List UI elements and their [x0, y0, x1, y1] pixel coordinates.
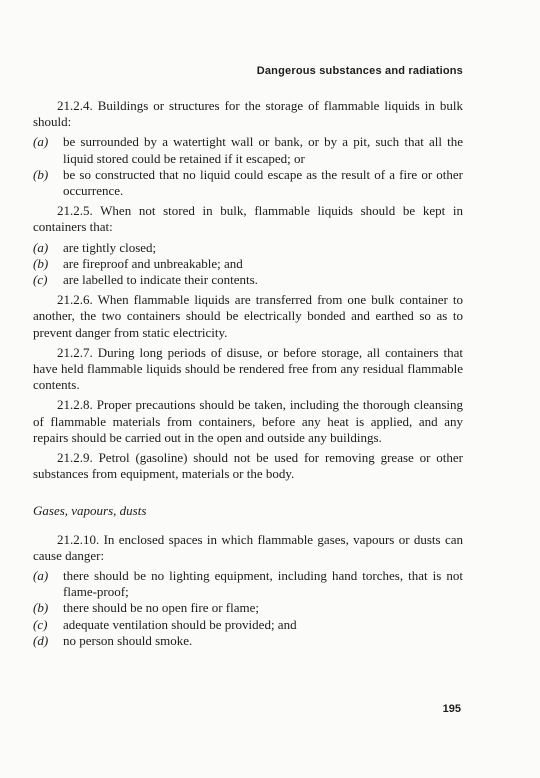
item-label: (c): [33, 616, 48, 632]
item-label: (b): [33, 166, 49, 182]
list-item: [33, 617, 463, 633]
list-21-2-10: [33, 568, 463, 649]
item-label: (b): [33, 600, 49, 616]
item-label: (a): [33, 239, 49, 255]
item-label: (a): [33, 568, 49, 584]
list-item: [33, 568, 463, 600]
list-21-2-5: [33, 240, 463, 289]
section-heading: Gases, vapours, dusts: [33, 503, 147, 519]
list-21-2-4: [33, 134, 463, 199]
paragraph-21-2-9: 21.2.9. Petrol (gasoline) should not be used for removing grease or other substances from equipment, materials or the body.: [33, 450, 463, 482]
list-item: [33, 272, 463, 288]
list-item: [33, 600, 463, 616]
list-item: [33, 167, 463, 199]
item-text: are tightly closed;: [63, 239, 157, 255]
item-text: be surrounded by a watertight wall or bank, or by a pit, such that all the liquid stored could be retained if it escaped; or: [63, 134, 463, 166]
list-item: [33, 633, 463, 649]
running-head: Dangerous substances and radiations: [256, 65, 463, 77]
item-label: (d): [33, 632, 49, 648]
item-label: (c): [33, 272, 48, 288]
list-item: [33, 134, 463, 166]
paragraph-21-2-7: 21.2.7. During long periods of disuse, or before storage, all containers that have held flammable liquids should be rendered free from any residual flammable contents.: [33, 344, 463, 393]
book-page: [33, 0, 463, 778]
item-text: there should be no open fire or flame;: [63, 600, 260, 616]
item-text: are fireproof and unbreakable; and: [63, 255, 243, 271]
page-body: [33, 98, 463, 653]
list-item: [33, 240, 463, 256]
item-label: (b): [33, 255, 49, 271]
page-number: 195: [442, 703, 461, 715]
item-text: be so constructed that no liquid could escape as the result of a fire or other occurrence.: [63, 166, 463, 199]
item-text: adequate ventilation should be provided; and: [63, 616, 297, 632]
item-text: no person should smoke.: [63, 632, 193, 648]
list-item: [33, 256, 463, 272]
paragraph-21-2-8: 21.2.8. Proper precautions should be taken, including the thorough cleansing of flammable materials from containers, before any heat is applied, and any repairs should be carried out in the open and outside any buildings.: [33, 397, 463, 445]
item-text: there should be no lighting equipment, including hand torches, that is not flame-proof;: [63, 568, 463, 600]
item-label: (a): [33, 134, 49, 150]
item-text: are labelled to indicate their contents.: [63, 272, 258, 288]
paragraph-21-2-4: 21.2.4. Buildings or structures for the storage of flammable liquids in bulk should:: [33, 98, 463, 130]
paragraph-21-2-6: 21.2.6. When flammable liquids are transferred from one bulk container to another, the two containers should be electrically bonded and earthed so as to prevent danger from static electricity.: [33, 292, 463, 340]
paragraph-21-2-10: 21.2.10. In enclosed spaces in which flammable gases, vapours or dusts can cause danger:: [33, 531, 463, 563]
paragraph-21-2-5: 21.2.5. When not stored in bulk, flammable liquids should be kept in containers that:: [33, 203, 463, 235]
